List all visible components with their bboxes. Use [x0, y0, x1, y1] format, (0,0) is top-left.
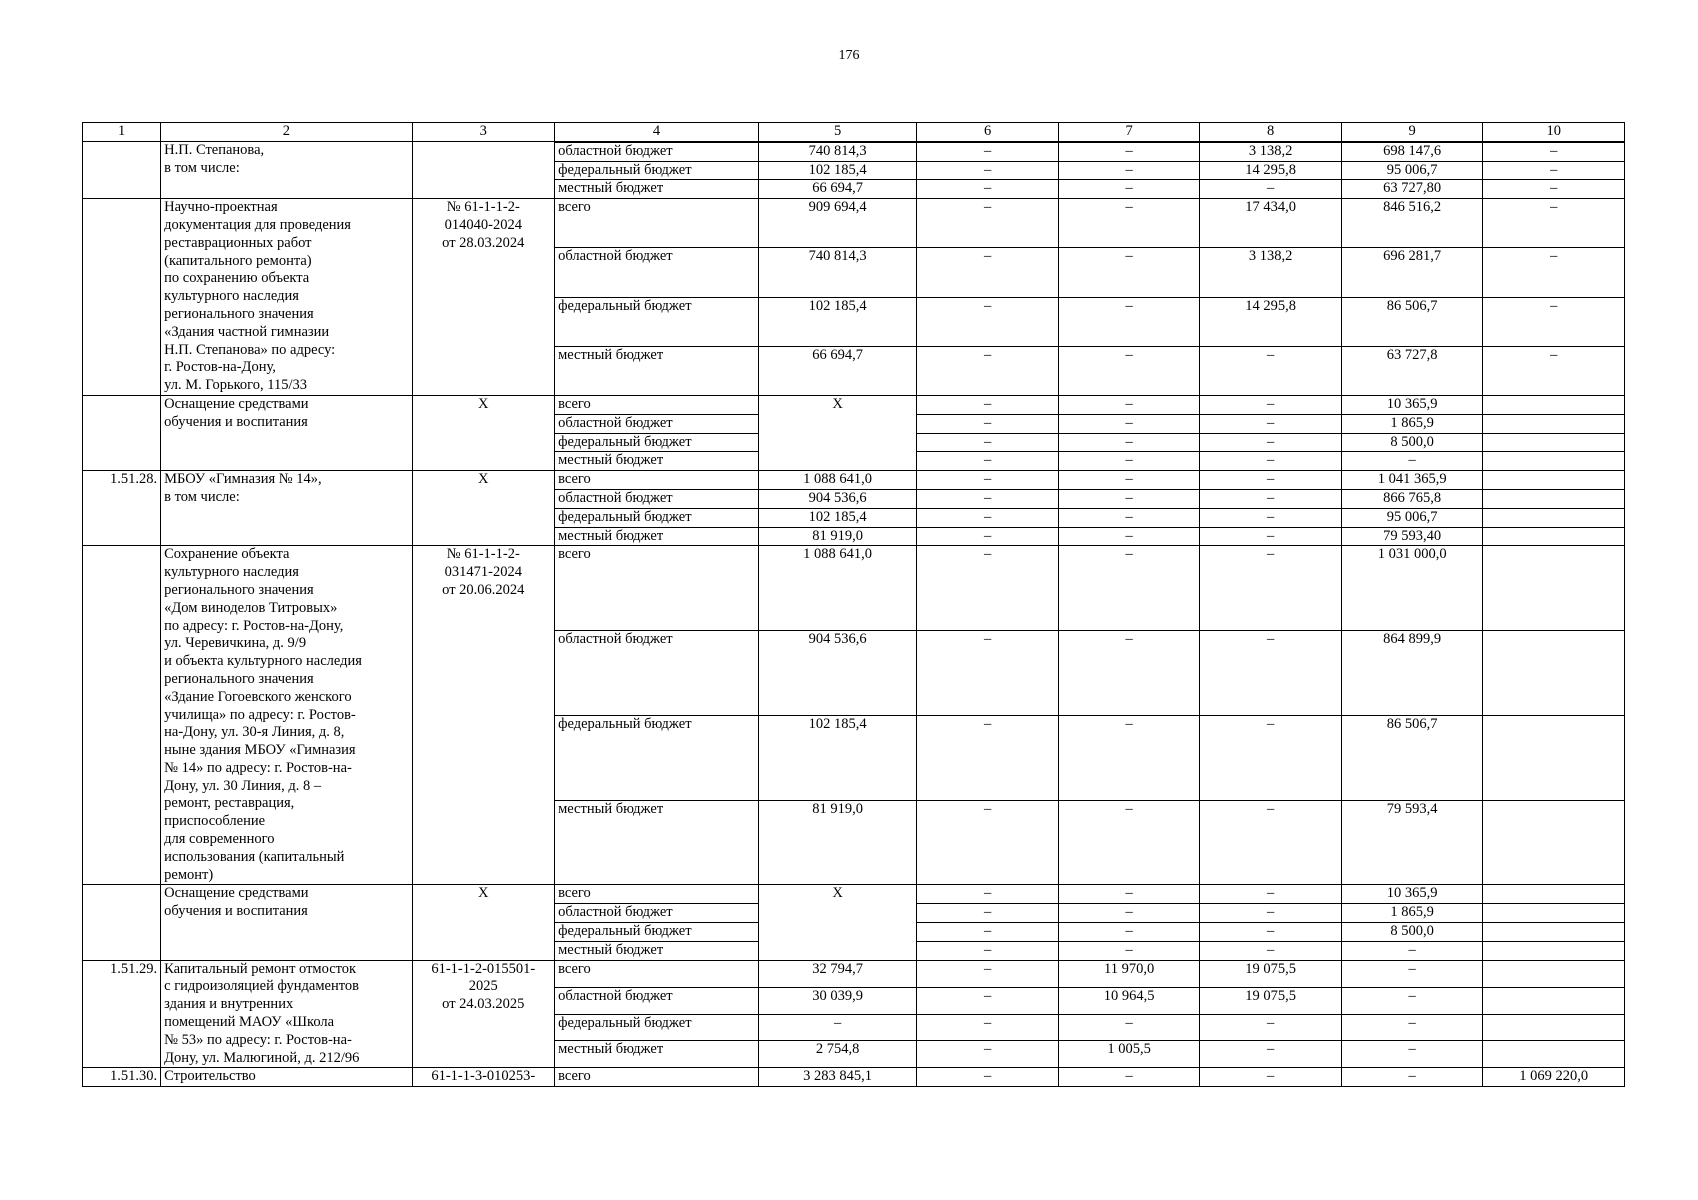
value-col-9: –: [1341, 1014, 1483, 1041]
value-col-6: –: [917, 885, 1059, 904]
value-col-8: 3 138,2: [1200, 142, 1342, 161]
column-header: 4: [555, 123, 759, 142]
item-description: Н.П. Степанова, в том числе:: [161, 141, 412, 198]
value-col-6: –: [917, 527, 1059, 546]
value-col-9: 63 727,80: [1341, 180, 1483, 199]
item-description: МБОУ «Гимназия № 14», в том числе:: [161, 471, 412, 546]
budget-source: федеральный бюджет: [555, 433, 759, 452]
value-col-7: –: [1058, 433, 1200, 452]
value-col-10: [1483, 471, 1625, 490]
table-row: [83, 395, 1625, 414]
page-number: 176: [838, 48, 860, 63]
value-col-10: [1483, 414, 1625, 433]
document-number: 61-1-1-2-015501- 2025 от 24.03.2025: [412, 960, 555, 1068]
document-number: Х: [412, 885, 555, 960]
budget-source: федеральный бюджет: [555, 297, 759, 346]
budget-source: всего: [555, 546, 759, 631]
value-col-9: 1 865,9: [1341, 414, 1483, 433]
value-col-10: [1483, 631, 1625, 716]
value-col-6: –: [917, 987, 1059, 1014]
document-number: 61-1-1-3-010253-: [412, 1068, 555, 1087]
column-header: 5: [758, 123, 916, 142]
value-col-8: –: [1200, 923, 1342, 942]
value-col-7: 10 964,5: [1058, 987, 1200, 1014]
item-number: [83, 395, 161, 470]
value-col-7: –: [1058, 471, 1200, 490]
table-row: [83, 471, 1625, 490]
value-col-7: –: [1058, 941, 1200, 960]
item-number: [83, 141, 161, 198]
value-col-7: –: [1058, 395, 1200, 414]
total-value: 66 694,7: [758, 346, 916, 395]
value-col-7: –: [1058, 346, 1200, 395]
value-col-7: –: [1058, 715, 1200, 800]
total-value: 102 185,4: [758, 508, 916, 527]
budget-source: областной бюджет: [555, 414, 759, 433]
budget-source: областной бюджет: [555, 631, 759, 716]
value-col-10: [1483, 800, 1625, 885]
value-col-8: 17 434,0: [1200, 199, 1342, 248]
value-col-7: 11 970,0: [1058, 960, 1200, 987]
value-col-7: –: [1058, 248, 1200, 297]
budget-source: местный бюджет: [555, 1041, 759, 1068]
value-col-10: –: [1483, 161, 1625, 180]
total-value: 30 039,9: [758, 987, 916, 1014]
total-value: Х: [758, 395, 916, 470]
value-col-9: 79 593,4: [1341, 800, 1483, 885]
value-col-10: [1483, 527, 1625, 546]
value-col-10: [1483, 452, 1625, 471]
value-col-7: –: [1058, 180, 1200, 199]
value-col-9: –: [1341, 1041, 1483, 1068]
budget-source: всего: [555, 199, 759, 248]
table-row: [83, 1068, 1625, 1087]
value-col-9: 10 365,9: [1341, 395, 1483, 414]
total-value: 904 536,6: [758, 631, 916, 716]
value-col-6: –: [917, 1041, 1059, 1068]
value-col-6: –: [917, 800, 1059, 885]
value-col-8: –: [1200, 527, 1342, 546]
value-col-8: –: [1200, 395, 1342, 414]
value-col-6: –: [917, 142, 1059, 161]
value-col-7: –: [1058, 904, 1200, 923]
value-col-7: –: [1058, 1068, 1200, 1087]
budget-source: местный бюджет: [555, 800, 759, 885]
value-col-9: –: [1341, 960, 1483, 987]
item-description: Строительство: [161, 1068, 412, 1087]
value-col-10: [1483, 433, 1625, 452]
value-col-10: [1483, 923, 1625, 942]
value-col-6: –: [917, 414, 1059, 433]
value-col-6: –: [917, 180, 1059, 199]
budget-source: местный бюджет: [555, 527, 759, 546]
value-col-9: –: [1341, 452, 1483, 471]
value-col-9: 698 147,6: [1341, 142, 1483, 161]
value-col-6: –: [917, 960, 1059, 987]
item-description: Научно-проектная документация для проведения реставрационных работ (капитального ремонта) по сохранению объекта культурного наследия регионального значения «Здания частной гимназии Н.П. Степанова» по адресу: г. Ростов-на-Дону, ул. М. Горького, 115/33: [161, 199, 412, 396]
value-col-7: –: [1058, 527, 1200, 546]
budget-source: всего: [555, 960, 759, 987]
value-col-8: –: [1200, 1068, 1342, 1087]
value-col-9: 86 506,7: [1341, 715, 1483, 800]
value-col-9: 95 006,7: [1341, 508, 1483, 527]
column-header: 1: [83, 123, 161, 142]
total-value: 81 919,0: [758, 800, 916, 885]
value-col-8: –: [1200, 1014, 1342, 1041]
budget-source: местный бюджет: [555, 180, 759, 199]
value-col-8: –: [1200, 471, 1342, 490]
value-col-7: –: [1058, 452, 1200, 471]
value-col-10: 1 069 220,0: [1483, 1068, 1625, 1087]
value-col-8: 19 075,5: [1200, 987, 1342, 1014]
budget-source: областной бюджет: [555, 489, 759, 508]
value-col-8: –: [1200, 180, 1342, 199]
value-col-8: 14 295,8: [1200, 297, 1342, 346]
value-col-10: [1483, 885, 1625, 904]
document-number: № 61-1-1-2- 014040-2024 от 28.03.2024: [412, 199, 555, 396]
total-value: 81 919,0: [758, 527, 916, 546]
value-col-9: 8 500,0: [1341, 923, 1483, 942]
budget-source: областной бюджет: [555, 987, 759, 1014]
value-col-7: –: [1058, 414, 1200, 433]
column-header: 3: [412, 123, 555, 142]
value-col-10: [1483, 508, 1625, 527]
table-row: [83, 546, 1625, 631]
total-value: 2 754,8: [758, 1041, 916, 1068]
column-number-row: [83, 123, 1625, 142]
value-col-9: 8 500,0: [1341, 433, 1483, 452]
value-col-10: [1483, 1041, 1625, 1068]
value-col-6: –: [917, 631, 1059, 716]
total-value: 102 185,4: [758, 297, 916, 346]
value-col-9: 866 765,8: [1341, 489, 1483, 508]
value-col-8: –: [1200, 433, 1342, 452]
value-col-7: –: [1058, 297, 1200, 346]
value-col-9: 79 593,40: [1341, 527, 1483, 546]
value-col-6: –: [917, 546, 1059, 631]
total-value: 32 794,7: [758, 960, 916, 987]
total-value: 102 185,4: [758, 715, 916, 800]
budget-source: областной бюджет: [555, 248, 759, 297]
item-number: 1.51.29.: [83, 960, 161, 1068]
value-col-10: [1483, 489, 1625, 508]
column-header: 2: [161, 123, 412, 142]
total-value: 740 814,3: [758, 142, 916, 161]
value-col-8: –: [1200, 941, 1342, 960]
budget-table: [82, 122, 1625, 1087]
value-col-7: –: [1058, 923, 1200, 942]
value-col-9: 864 899,9: [1341, 631, 1483, 716]
document-number: [412, 141, 555, 198]
value-col-6: –: [917, 248, 1059, 297]
total-value: 102 185,4: [758, 161, 916, 180]
budget-source: местный бюджет: [555, 941, 759, 960]
item-description: Оснащение средствами обучения и воспитания: [161, 395, 412, 470]
column-header: 6: [917, 123, 1059, 142]
value-col-8: –: [1200, 1041, 1342, 1068]
budget-source: местный бюджет: [555, 452, 759, 471]
value-col-9: 95 006,7: [1341, 161, 1483, 180]
value-col-6: –: [917, 904, 1059, 923]
value-col-6: –: [917, 923, 1059, 942]
value-col-8: –: [1200, 715, 1342, 800]
value-col-7: –: [1058, 489, 1200, 508]
value-col-9: 1 865,9: [1341, 904, 1483, 923]
budget-source: федеральный бюджет: [555, 508, 759, 527]
column-header: 8: [1200, 123, 1342, 142]
value-col-6: –: [917, 508, 1059, 527]
value-col-8: 3 138,2: [1200, 248, 1342, 297]
value-col-6: –: [917, 471, 1059, 490]
value-col-8: –: [1200, 631, 1342, 716]
total-value: 904 536,6: [758, 489, 916, 508]
value-col-6: –: [917, 297, 1059, 346]
value-col-6: –: [917, 941, 1059, 960]
value-col-7: –: [1058, 142, 1200, 161]
total-value: Х: [758, 885, 916, 960]
value-col-6: –: [917, 1014, 1059, 1041]
value-col-9: 696 281,7: [1341, 248, 1483, 297]
value-col-6: –: [917, 433, 1059, 452]
value-col-6: –: [917, 199, 1059, 248]
value-col-8: –: [1200, 800, 1342, 885]
value-col-8: 14 295,8: [1200, 161, 1342, 180]
value-col-9: –: [1341, 1068, 1483, 1087]
budget-source: областной бюджет: [555, 142, 759, 161]
value-col-7: –: [1058, 508, 1200, 527]
value-col-8: 19 075,5: [1200, 960, 1342, 987]
value-col-8: –: [1200, 885, 1342, 904]
value-col-8: –: [1200, 414, 1342, 433]
total-value: 3 283 845,1: [758, 1068, 916, 1087]
value-col-9: 1 031 000,0: [1341, 546, 1483, 631]
item-number: 1.51.28.: [83, 471, 161, 546]
table-body: [83, 141, 1625, 1086]
value-col-9: –: [1341, 987, 1483, 1014]
item-number: [83, 199, 161, 396]
total-value: 740 814,3: [758, 248, 916, 297]
value-col-8: –: [1200, 489, 1342, 508]
value-col-7: –: [1058, 631, 1200, 716]
column-header: 7: [1058, 123, 1200, 142]
table-row: [83, 199, 1625, 248]
budget-source: всего: [555, 395, 759, 414]
value-col-6: –: [917, 1068, 1059, 1087]
value-col-8: –: [1200, 508, 1342, 527]
value-col-7: –: [1058, 161, 1200, 180]
total-value: 1 088 641,0: [758, 471, 916, 490]
value-col-10: [1483, 987, 1625, 1014]
item-number: 1.51.30.: [83, 1068, 161, 1087]
document-number: Х: [412, 471, 555, 546]
value-col-6: –: [917, 161, 1059, 180]
value-col-6: –: [917, 452, 1059, 471]
value-col-10: [1483, 960, 1625, 987]
value-col-10: –: [1483, 346, 1625, 395]
item-description: Сохранение объекта культурного наследия регионального значения «Дом виноделов Титровых» по адресу: г. Ростов-на-Дону, ул. Черевичкина, д. 9/9 и объекта культурного наследия регионального значения «Здание Гогоевского женского училища» по адресу: г. Ростов- на-Дону, ул. 30-я Линия, д. 8, ныне здания МБОУ «Гимназия № 14» по адресу: г. Ростов-на- Дону, ул. 30 Линия, д. 8 – ремонт, реставрация, приспособление для современного использования (капитальный ремонт): [161, 546, 412, 885]
value-col-10: [1483, 395, 1625, 414]
budget-source: федеральный бюджет: [555, 715, 759, 800]
item-number: [83, 885, 161, 960]
value-col-10: [1483, 546, 1625, 631]
value-col-7: –: [1058, 546, 1200, 631]
value-col-6: –: [917, 346, 1059, 395]
total-value: 1 088 641,0: [758, 546, 916, 631]
value-col-10: –: [1483, 199, 1625, 248]
budget-source: всего: [555, 885, 759, 904]
budget-source: областной бюджет: [555, 904, 759, 923]
value-col-7: –: [1058, 1014, 1200, 1041]
budget-source: федеральный бюджет: [555, 923, 759, 942]
value-col-10: –: [1483, 180, 1625, 199]
column-header: 9: [1341, 123, 1483, 142]
value-col-10: –: [1483, 248, 1625, 297]
total-value: 909 694,4: [758, 199, 916, 248]
total-value: 66 694,7: [758, 180, 916, 199]
value-col-6: –: [917, 489, 1059, 508]
budget-source: федеральный бюджет: [555, 161, 759, 180]
value-col-7: –: [1058, 800, 1200, 885]
value-col-7: –: [1058, 199, 1200, 248]
value-col-8: –: [1200, 546, 1342, 631]
value-col-6: –: [917, 395, 1059, 414]
total-value: –: [758, 1014, 916, 1041]
item-number: [83, 546, 161, 885]
column-header: 10: [1483, 123, 1625, 142]
value-col-6: –: [917, 715, 1059, 800]
value-col-7: 1 005,5: [1058, 1041, 1200, 1068]
budget-source: всего: [555, 471, 759, 490]
value-col-10: –: [1483, 297, 1625, 346]
budget-source: всего: [555, 1068, 759, 1087]
document-number: № 61-1-1-2- 031471-2024 от 20.06.2024: [412, 546, 555, 885]
value-col-9: 63 727,8: [1341, 346, 1483, 395]
value-col-10: [1483, 715, 1625, 800]
value-col-9: 1 041 365,9: [1341, 471, 1483, 490]
item-description: Оснащение средствами обучения и воспитания: [161, 885, 412, 960]
value-col-8: –: [1200, 346, 1342, 395]
item-description: Капитальный ремонт отмосток с гидроизоляцией фундаментов здания и внутренних помещений МАОУ «Школа № 53» по адресу: г. Ростов-на- Дону, ул. Малюгиной, д. 212/96: [161, 960, 412, 1068]
value-col-9: –: [1341, 941, 1483, 960]
budget-source: местный бюджет: [555, 346, 759, 395]
value-col-10: [1483, 941, 1625, 960]
document-number: Х: [412, 395, 555, 470]
budget-source: федеральный бюджет: [555, 1014, 759, 1041]
value-col-7: –: [1058, 885, 1200, 904]
value-col-8: –: [1200, 904, 1342, 923]
value-col-9: 846 516,2: [1341, 199, 1483, 248]
table-row: [83, 960, 1625, 987]
value-col-10: –: [1483, 142, 1625, 161]
value-col-8: –: [1200, 452, 1342, 471]
value-col-10: [1483, 904, 1625, 923]
table-row: [83, 885, 1625, 904]
value-col-10: [1483, 1014, 1625, 1041]
value-col-9: 10 365,9: [1341, 885, 1483, 904]
value-col-9: 86 506,7: [1341, 297, 1483, 346]
